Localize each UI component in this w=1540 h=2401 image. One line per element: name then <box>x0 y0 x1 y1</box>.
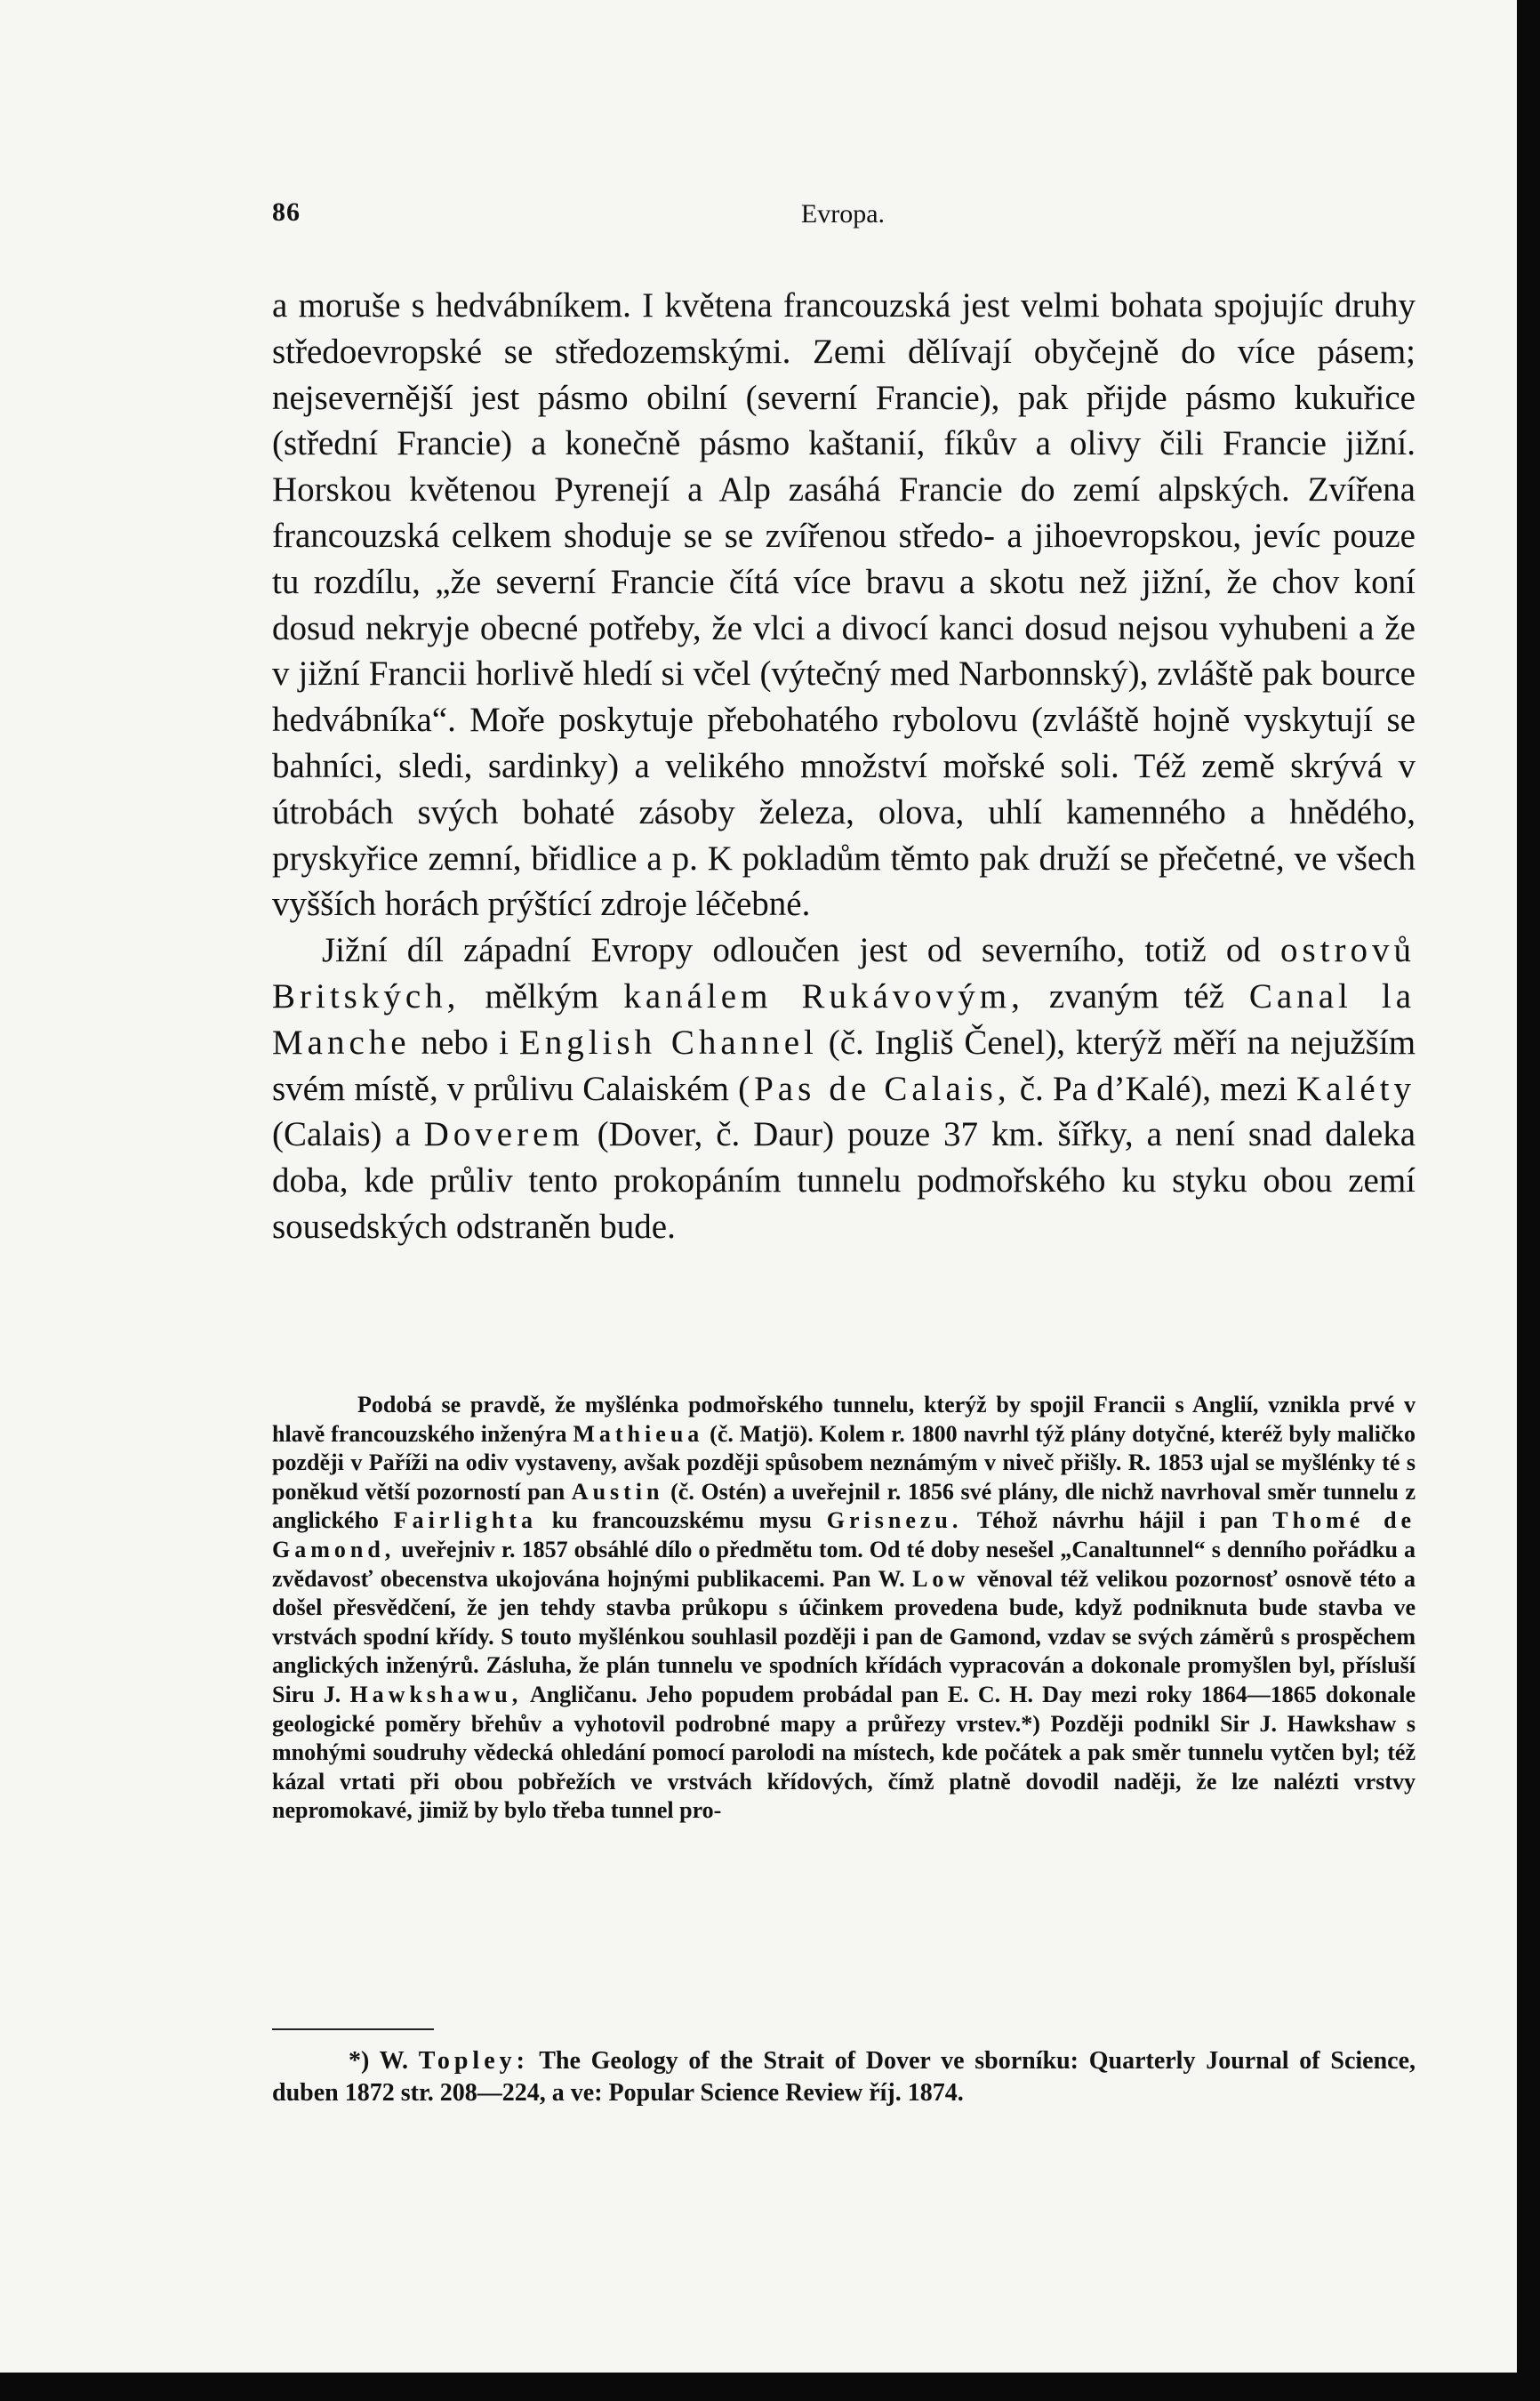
spaced-term: Doverem <box>423 1115 584 1154</box>
text-run: Jižní díl západní Evropy odloučen jest od severního, totiž od <box>322 931 1261 970</box>
text-run: č. Pa d’Kalé), mezi <box>1019 1069 1287 1108</box>
text-run: Angličanu. Jeho popudem probádal pan E. C. H. Day mezi roky 1864—1865 dokonale geologické poměry břehův a vyhotovil podrobné mapy a průřezy vrstev.*) Později podnikl Sir J. Hawkshaw s mnohými soudruhy vědecká ohledání pomocí parolodi na místech, kde počátek a pak směr tunnelu vytčen byl; též kázal vrtati při obou pobřežích ve vrstvách křídových, čímž platně dovodil naději, že lze nalézti vrstvy nepromokavé, jimiž by bylo třeba tunnel pro- <box>272 1681 1416 1824</box>
spaced-name: Low <box>912 1565 970 1592</box>
spaced-name: Hawkshawu, <box>349 1681 523 1707</box>
spaced-name: Mathieua <box>573 1420 704 1447</box>
footnote-marker: *) W. <box>349 2047 408 2075</box>
text-run: (č. Ingliš Čenel), kterýž měří na nejužším svém místě, v průlivu Calaiském <box>272 1023 1416 1108</box>
text-run: Podobá se pravdě, že myšlénka podmořského tunnelu, kterýž by spojil Francii s Anglií, vznikla prvé v hlavě francouzského inženýra <box>272 1392 1416 1447</box>
paragraph-channel <box>272 927 1416 1250</box>
spaced-term: Canal la Manche <box>272 976 1416 1062</box>
text-run: (č. Matjö). Kolem r. 1800 navrhl týž plány dotyčné, kteréž byly maličko později v Paříži na odiv vystaveny, avšak později spůsobem neznámým v niveč přišly. R. 1853 ujal se myšlénky té s poněkud větší pozorností pan <box>272 1420 1416 1505</box>
spaced-name: Topley: <box>418 2047 529 2075</box>
spaced-term: English Channel <box>518 1023 818 1062</box>
text-run: ku francouzskému mysu <box>551 1507 812 1534</box>
spaced-name: Fairlighta <box>393 1507 537 1534</box>
text-run: Téhož návrhu hájil i pan <box>976 1507 1258 1534</box>
page-number: 86 <box>272 197 301 227</box>
spaced-name: Austin <box>571 1478 664 1505</box>
spaced-name: Thomé de Gamond, <box>272 1507 1416 1562</box>
reference-footnote <box>272 2045 1416 2109</box>
footnote-paragraph <box>272 1391 1416 1826</box>
footnote-rule <box>272 2028 434 2030</box>
footnote-block <box>272 1391 1416 1826</box>
spaced-term: (Pas de Calais, <box>738 1069 1011 1108</box>
scan-border-right <box>1517 0 1540 2401</box>
spaced-name: Grisnezu. <box>826 1507 963 1534</box>
text-run: zvaným též <box>1048 976 1224 1016</box>
text-run: mělkým <box>485 976 599 1016</box>
text-run: (Calais) a <box>272 1115 411 1154</box>
paragraph-fauna-flora: a moruše s hedvábníkem. I květena francouzská jest velmi bohata spojujíc druhy středoevropské se středozemskými. Zemi dělívají obyčejně do více pásem; nejsevernější jest pásmo obilní (severní Francie), pak přijde pásmo kukuřice (střední Francie) a konečně pásmo kaštanií, fíkův a olivy čili Francie jižní. Horskou květenou Pyrenejí a Alp zasáhá Francie do zemí alpských. Zvířena francouzská celkem shoduje se se zvířenou středo- a jihoevropskou, jevíc pouze tu rozdílu, „že severní Francie čítá více bravu a skotu než jižní, že chov koní dosud nekryje obecné potřeby, že vlci a divocí kanci dosud nejsou vyhubeni a že v jižní Francii horlivě hledí si včel (výtečný med Narbonnský), zvláště pak bource hedvábníka“. Moře poskytuje přebohatého rybolovu (zvláště hojně vyskytují se bahníci, sledi, sardinky) a velikého množství mořské soli. Též země skrývá v útrobách svých bohaté zásoby železa, olova, uhlí kamenného a hnědého, pryskyřice zemní, břidlice a p. K pokladům těmto pak druží se přečetné, ve všech vyšších horách prýštící zdroje léčebné. <box>272 286 1416 924</box>
spaced-term: Kaléty <box>1296 1069 1416 1108</box>
text-run: (č. Ostén) a uveřejnil r. 1856 své plány, dle nichž navrhoval směr tunnelu z anglického <box>272 1478 1416 1534</box>
scan-border-bottom <box>0 2373 1540 2401</box>
spaced-term: ostrovů Britských, <box>272 931 1416 1016</box>
text-run: nebo i <box>421 1023 509 1062</box>
main-text <box>272 283 1416 1250</box>
spaced-term: kanálem Rukávovým, <box>623 976 1024 1016</box>
text-run: (Dover, č. Daur) pouze 37 km. šířky, a není snad daleka doba, kde průliv tento prokopáním tunnelu podmořského ku styku obou zemí sousedských odstraněn bude. <box>272 1115 1416 1246</box>
text-run: věnoval též velikou pozornosť osnově této a došel přesvědčení, že jen tehdy stavba průkopu s účinkem provedena bude, když podniknuta bude stavba ve vrstvách spodní křídy. S touto myšlénkou souhlasil později i pan de Gamond, vzdav se svých záměrů s prospěchem anglických inženýrů. Zásluha, že plán tunnelu ve spodních křídách vypracován a dokonale promyšlen byl, přísluší Siru J. <box>272 1565 1416 1707</box>
reference-paragraph <box>272 2045 1416 2109</box>
reference-text: The Geology of the Strait of Dover ve sborníku: Quarterly Journal of Science, duben 1872 str. 208—224, a ve: Popular Science Review říj. 1874. <box>272 2047 1416 2107</box>
page-header <box>272 197 1414 242</box>
running-title: Evropa. <box>800 199 886 229</box>
text-run: uveřejniv r. 1857 obsáhlé dílo o předmětu tom. Od té doby nesešel „Canaltunnel“ s denního pořádku a zvědavosť obecenstva ukojována hojnými publikacemi. Pan W. <box>272 1536 1416 1592</box>
